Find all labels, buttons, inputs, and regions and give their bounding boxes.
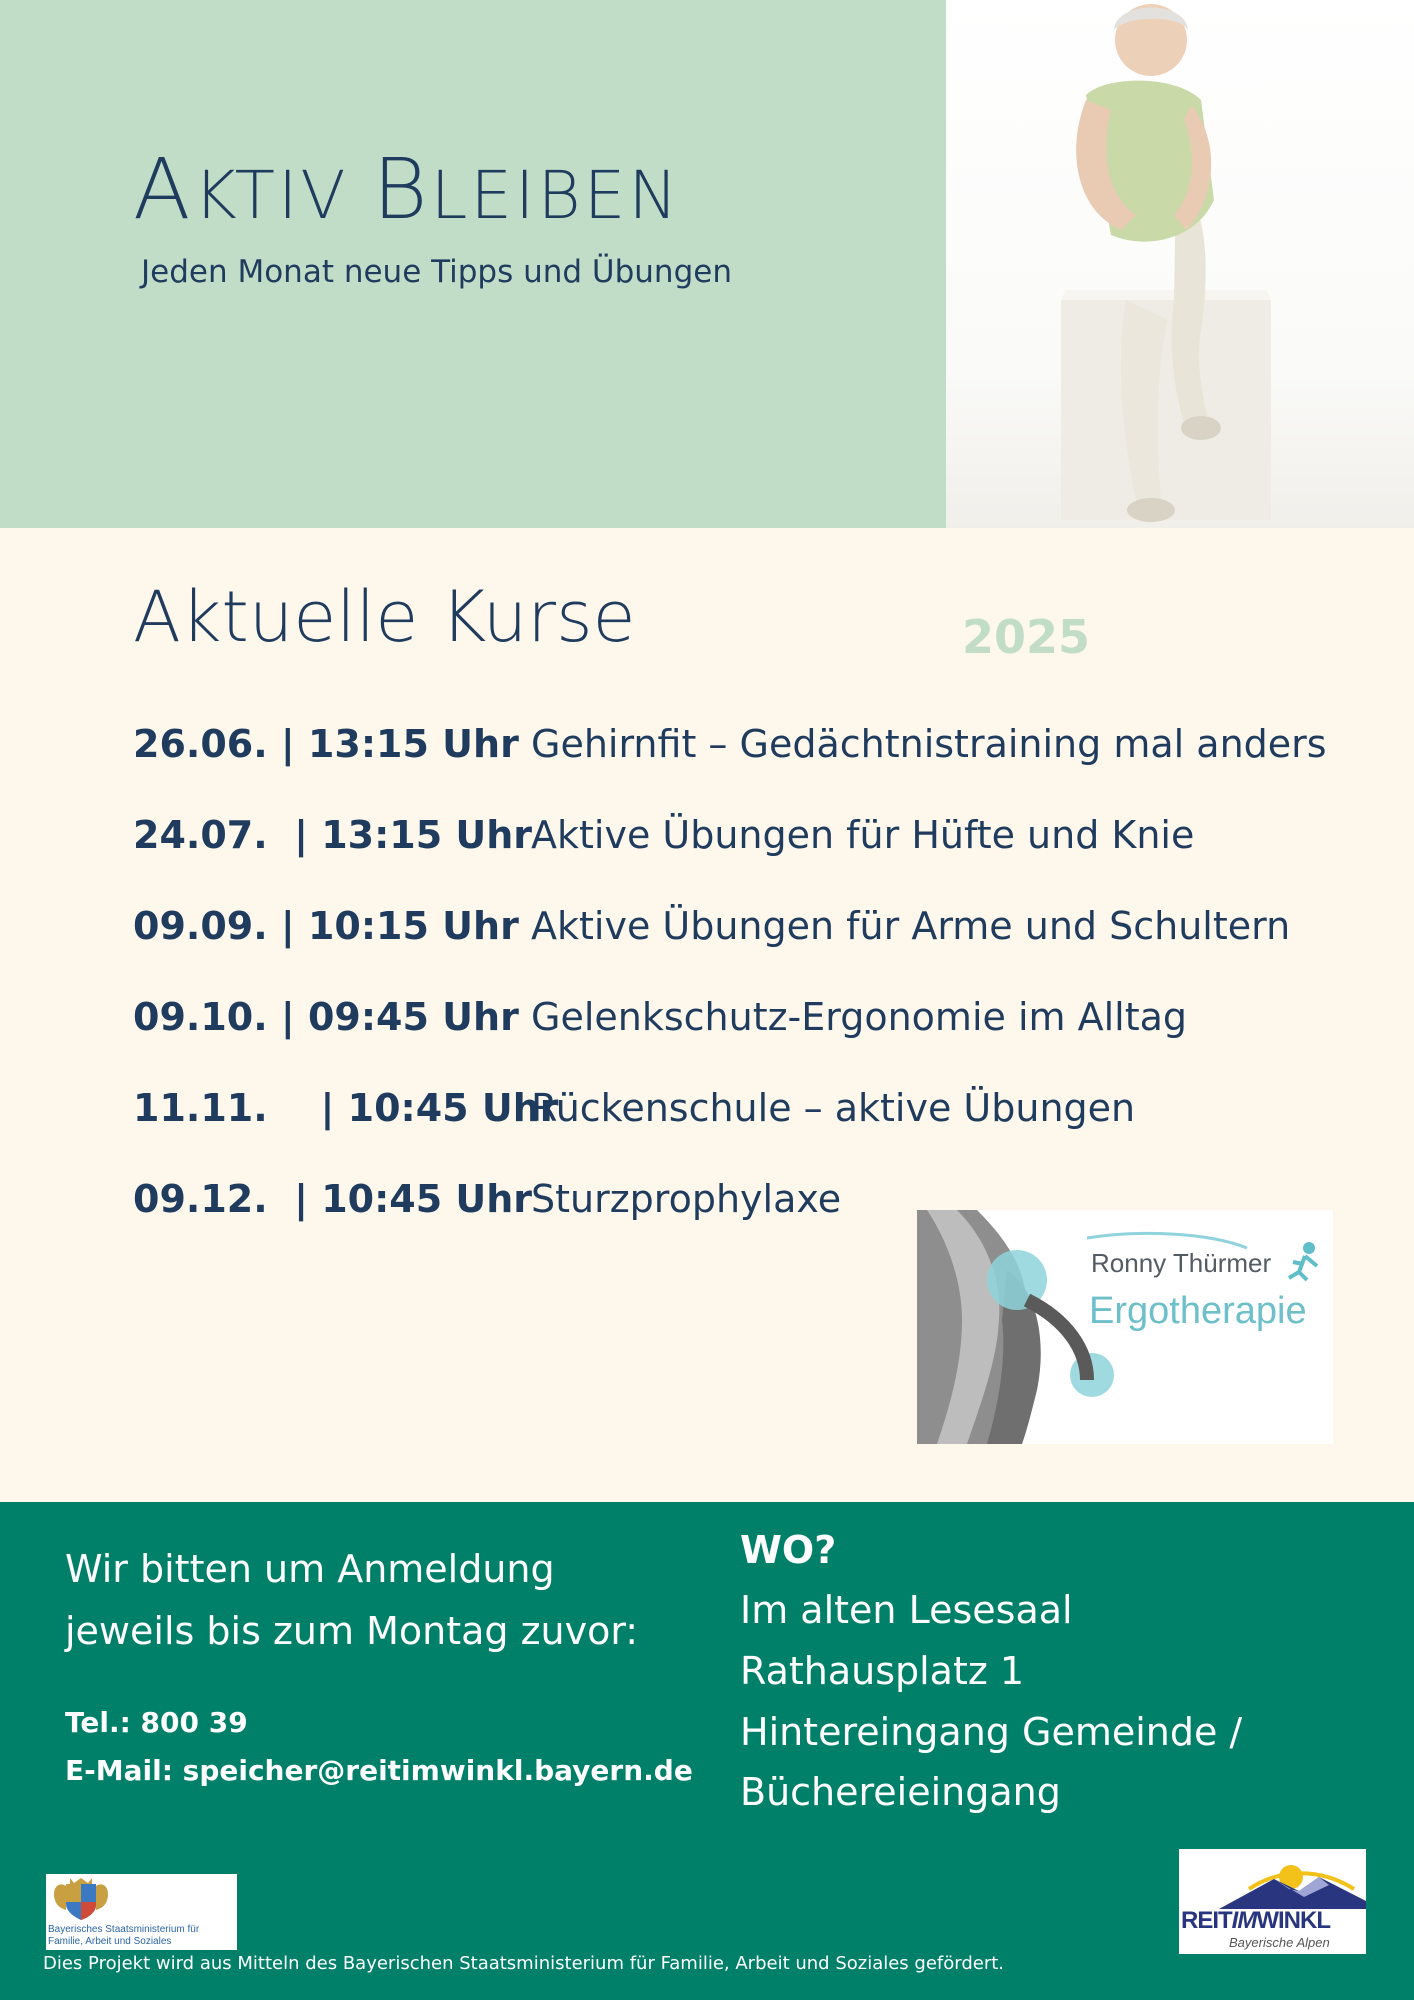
course-date: 09.12. | 10:45 Uhr <box>133 1177 533 1221</box>
location-line: Hintereingang Gemeinde / <box>740 1710 1243 1754</box>
location-line: Büchereieingang <box>740 1770 1061 1814</box>
reitimwinkl-wordmark <box>1181 1907 1330 1935</box>
courses-year: 2025 <box>962 610 1091 664</box>
course-name: Aktive Übungen für Hüfte und Knie <box>531 813 1195 857</box>
course-name: Rückenschule – aktive Übungen <box>531 1086 1136 1130</box>
title-initial-b: B <box>372 140 431 238</box>
course-row <box>133 722 1383 782</box>
bavarian-coat-of-arms-icon <box>46 1876 116 1922</box>
location-line: Im alten Lesesaal <box>740 1588 1073 1632</box>
course-date: 26.06. | 13:15 Uhr <box>133 722 519 766</box>
wordmark-im: IM <box>1231 1907 1257 1934</box>
course-date: 09.09. | 10:15 Uhr <box>133 904 519 948</box>
course-row <box>133 904 1383 964</box>
title-initial-a: A <box>133 140 194 238</box>
course-date: 24.07. | 13:15 Uhr <box>133 813 533 857</box>
senior-woman-illustration <box>946 0 1414 528</box>
wordmark-winkl: WINKL <box>1256 1907 1330 1934</box>
course-row <box>133 813 1383 873</box>
funding-note: Dies Projekt wird aus Mitteln des Bayerischen Staatsministerium für Familie, Arbeit und Soziales gefördert. <box>43 1953 1005 1974</box>
contact-phone: Tel.: 800 39 <box>65 1706 248 1739</box>
registration-line-2: jeweils bis zum Montag zuvor: <box>65 1609 639 1653</box>
course-date: 09.10. | 09:45 Uhr <box>133 995 519 1039</box>
contact-email: E-Mail: speicher@reitimwinkl.bayern.de <box>65 1754 693 1787</box>
course-name: Gehirnfit – Gedächtnistraining mal anders <box>531 722 1327 766</box>
ergotherapie-logo <box>917 1210 1333 1444</box>
title-part-bleiben: LEIBEN <box>430 157 681 234</box>
course-row <box>133 1086 1383 1146</box>
registration-line-1: Wir bitten um Anmeldung <box>65 1547 555 1591</box>
course-name: Sturzprophylaxe <box>531 1177 842 1221</box>
page-subtitle: Jeden Monat neue Tipps und Übungen <box>141 254 732 290</box>
page-title <box>133 140 681 238</box>
senior-photo <box>946 0 1414 528</box>
reitimwinkl-logo <box>1179 1849 1366 1954</box>
course-name: Gelenkschutz-Ergonomie im Alltag <box>531 995 1188 1039</box>
courses-title: Aktuelle Kurse <box>133 576 636 658</box>
ministry-logo <box>46 1874 237 1950</box>
ergo-brand-name: Ergotherapie <box>1089 1290 1307 1332</box>
location-line: Rathausplatz 1 <box>740 1649 1025 1693</box>
reitimwinkl-tagline: Bayerische Alpen <box>1229 1935 1330 1950</box>
mountain-sun-icon <box>1179 1849 1366 1909</box>
course-name: Aktive Übungen für Arme und Schultern <box>531 904 1291 948</box>
course-date: 11.11. | 10:45 Uhr <box>133 1086 559 1130</box>
location-heading: WO? <box>740 1528 837 1572</box>
course-row <box>133 995 1383 1055</box>
wordmark-reit: REIT <box>1181 1907 1232 1934</box>
title-part-aktiv: KTIV <box>193 157 373 234</box>
ministry-name: Bayerisches Staatsministerium für Familie, Arbeit und Soziales <box>48 1924 200 1947</box>
registration-note <box>65 1538 705 1662</box>
ergo-owner-name: Ronny Thürmer <box>1091 1248 1272 1278</box>
